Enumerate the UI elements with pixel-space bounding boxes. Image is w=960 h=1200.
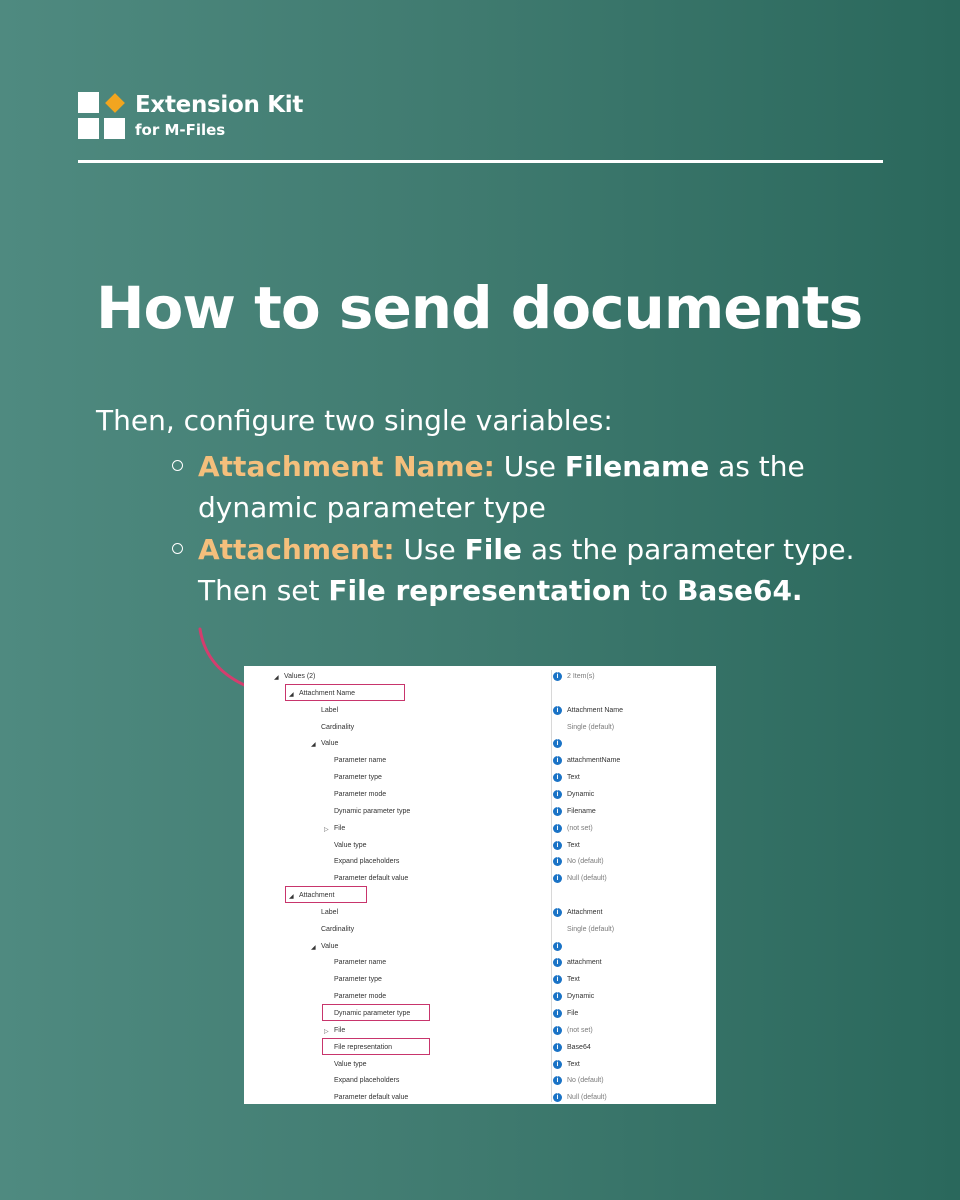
property-value[interactable]: Attachment <box>567 908 603 916</box>
info-icon[interactable]: i <box>553 975 562 984</box>
property-value[interactable]: 2 Item(s) <box>567 673 595 680</box>
expand-triangle-icon[interactable]: ◢ <box>289 691 294 698</box>
bullet-circle-icon <box>172 543 183 554</box>
property-label: Label <box>321 706 339 714</box>
property-label: Parameter mode <box>334 790 387 798</box>
property-row[interactable] <box>244 955 716 972</box>
property-row[interactable] <box>244 720 716 737</box>
bullet-circle-icon <box>172 460 183 471</box>
logo-square-icon <box>78 92 99 113</box>
property-value[interactable]: Single (default) <box>567 925 615 933</box>
info-icon[interactable]: i <box>553 790 562 799</box>
list-item <box>198 446 898 528</box>
extension-kit-logo <box>78 92 126 140</box>
property-label: File <box>334 1026 346 1034</box>
bullet-bold: Filename <box>564 450 710 483</box>
property-value[interactable]: No (default) <box>567 1077 604 1085</box>
info-icon[interactable]: i <box>553 1093 562 1102</box>
property-label: Value <box>321 942 339 950</box>
property-label: Values (2) <box>284 673 316 680</box>
list-item <box>198 529 898 611</box>
info-icon[interactable]: i <box>553 756 562 765</box>
property-label: File representation <box>334 1043 392 1051</box>
info-icon[interactable]: i <box>553 807 562 816</box>
property-label: Value <box>321 740 339 748</box>
property-value[interactable]: Text <box>567 841 580 849</box>
property-label: Parameter name <box>334 959 387 967</box>
info-icon[interactable]: i <box>553 1026 562 1035</box>
property-row[interactable] <box>244 787 716 804</box>
info-icon[interactable]: i <box>553 1060 562 1069</box>
intro-text: Then, configure two single variables: <box>96 404 613 437</box>
property-row[interactable] <box>244 1006 716 1023</box>
property-value[interactable]: Filename <box>567 807 596 815</box>
info-icon[interactable]: i <box>553 874 562 883</box>
info-icon[interactable]: i <box>553 1043 562 1052</box>
property-label: Expand placeholders <box>334 858 400 866</box>
property-row[interactable] <box>244 804 716 821</box>
expand-triangle-icon[interactable]: ◢ <box>289 894 294 901</box>
property-grid-screenshot <box>244 666 716 1104</box>
property-value[interactable]: No (default) <box>567 858 604 866</box>
property-label: Dynamic parameter type <box>334 1010 411 1017</box>
property-label: Label <box>321 908 339 916</box>
property-value[interactable]: Null (default) <box>567 875 607 883</box>
logo-square-icon <box>78 118 99 139</box>
property-value[interactable]: (not set) <box>567 1026 593 1034</box>
info-icon[interactable]: i <box>553 1009 562 1018</box>
property-row[interactable] <box>244 838 716 855</box>
property-label: Parameter type <box>334 976 382 984</box>
brand-subtitle: for M-Files <box>135 121 226 139</box>
logo-square-icon <box>104 118 125 139</box>
property-label: Parameter default value <box>334 1094 409 1102</box>
bullet-text: Use <box>394 533 465 566</box>
expand-triangle-icon[interactable]: ◢ <box>311 944 316 951</box>
bullet-text: Use <box>494 450 565 483</box>
property-label: Dynamic parameter type <box>334 807 411 815</box>
instruction-list <box>198 446 898 612</box>
info-icon[interactable]: i <box>553 773 562 782</box>
info-icon[interactable]: i <box>553 739 562 748</box>
property-label: Cardinality <box>321 925 355 933</box>
info-icon[interactable]: i <box>553 841 562 850</box>
property-value[interactable]: Text <box>567 1060 580 1068</box>
property-label: Parameter mode <box>334 993 387 1001</box>
property-row[interactable] <box>244 1057 716 1074</box>
property-label: Expand placeholders <box>334 1077 400 1085</box>
highlight-box <box>322 1038 430 1055</box>
property-row[interactable] <box>244 1073 716 1090</box>
property-row[interactable] <box>244 736 716 753</box>
info-icon[interactable]: i <box>553 958 562 967</box>
property-value[interactable]: attachmentName <box>567 757 621 765</box>
property-row[interactable] <box>244 1040 716 1057</box>
property-value[interactable]: attachment <box>567 959 602 967</box>
property-value[interactable]: Single (default) <box>567 723 615 731</box>
property-label: Parameter default value <box>334 875 409 883</box>
header-divider <box>78 160 883 163</box>
bullet-text: as the parameter type. Then set <box>198 533 855 607</box>
property-row[interactable] <box>244 1090 716 1107</box>
page-title: How to send documents <box>96 274 863 342</box>
bullet-text: as the dynamic parameter type <box>198 450 805 524</box>
bullet-bold: File representation <box>328 574 632 607</box>
property-value[interactable]: Text <box>567 774 580 782</box>
property-value[interactable]: (not set) <box>567 824 593 832</box>
highlight-box <box>322 1004 430 1021</box>
info-icon[interactable]: i <box>553 1076 562 1085</box>
property-value[interactable]: File <box>567 1010 579 1017</box>
info-icon[interactable]: i <box>553 992 562 1001</box>
property-label: File <box>334 824 346 832</box>
bullet-highlight: Attachment Name: <box>198 450 495 483</box>
bullet-text: to <box>631 574 678 607</box>
expand-triangle-icon[interactable]: ◢ <box>274 675 279 681</box>
expand-triangle-icon[interactable]: ◢ <box>311 742 316 749</box>
property-value[interactable]: Attachment Name <box>567 706 624 714</box>
property-row[interactable] <box>244 821 716 838</box>
info-icon[interactable]: i <box>553 857 562 866</box>
property-label: Parameter type <box>334 774 382 782</box>
info-icon[interactable]: i <box>553 824 562 833</box>
bullet-bold: File <box>464 533 522 566</box>
property-value[interactable]: Text <box>567 976 580 984</box>
property-label: Parameter name <box>334 757 387 765</box>
property-row[interactable] <box>244 770 716 787</box>
collapsed-triangle-icon[interactable]: ▷ <box>324 826 329 833</box>
brand-name: Extension Kit <box>135 92 304 118</box>
property-label: Value type <box>334 1060 367 1068</box>
info-icon[interactable]: i <box>553 672 562 681</box>
property-value[interactable]: Null (default) <box>567 1094 607 1102</box>
property-value[interactable]: Base64 <box>567 1043 591 1051</box>
property-value[interactable]: Dynamic <box>567 993 595 1001</box>
property-label: Value type <box>334 841 367 849</box>
property-label: Attachment <box>299 892 335 900</box>
property-row[interactable] <box>244 905 716 922</box>
property-label: Attachment Name <box>299 689 356 697</box>
property-row[interactable] <box>244 989 716 1006</box>
logo-diamond-icon <box>105 93 125 113</box>
property-row[interactable] <box>244 939 716 956</box>
property-value[interactable]: Dynamic <box>567 790 595 798</box>
collapsed-triangle-icon[interactable]: ▷ <box>324 1028 329 1035</box>
bullet-highlight: Attachment: <box>198 533 395 566</box>
info-icon[interactable]: i <box>553 942 562 951</box>
property-row[interactable] <box>244 972 716 989</box>
info-icon[interactable]: i <box>553 706 562 715</box>
info-icon[interactable]: i <box>553 908 562 917</box>
property-row[interactable] <box>244 703 716 720</box>
highlight-box <box>285 886 367 903</box>
property-row[interactable] <box>244 922 716 939</box>
property-row[interactable] <box>244 753 716 770</box>
property-row[interactable] <box>244 854 716 871</box>
bullet-bold: Base64. <box>677 574 803 607</box>
property-label: Cardinality <box>321 723 355 731</box>
property-row[interactable] <box>244 1023 716 1040</box>
highlight-box <box>285 684 405 701</box>
